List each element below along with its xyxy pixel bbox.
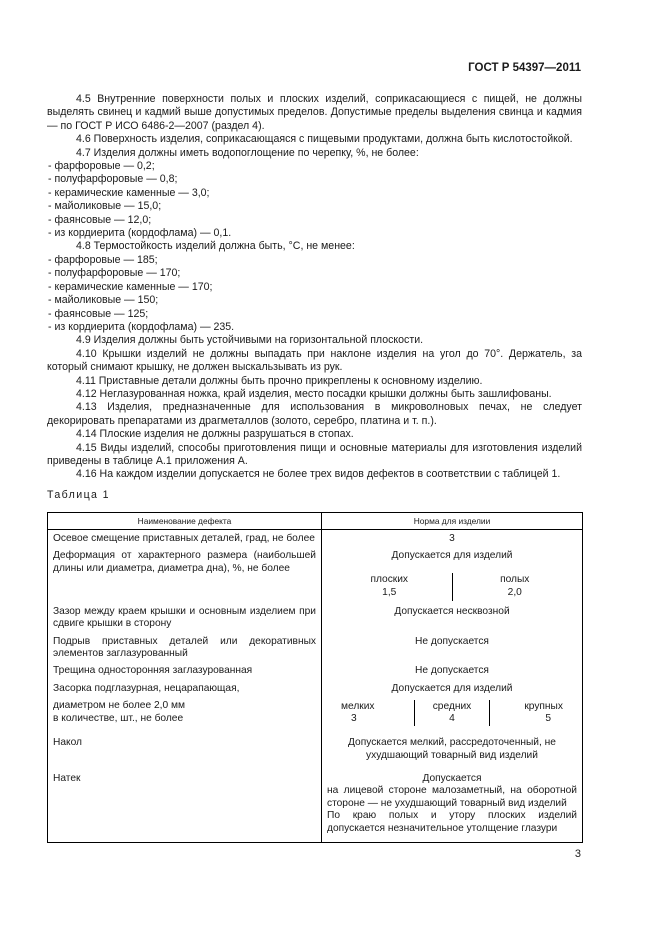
norm-medium: [415, 701, 488, 726]
norm-small-value: 3: [351, 713, 357, 725]
norm-cell: Допускается несквозной: [322, 604, 583, 634]
norm-large: [490, 701, 577, 726]
table-header-row: [48, 513, 583, 530]
paragraph-4-13: 4.13 Изделия, предназначенные для использования в микроволновых печах, не следует декорировать препаратами из драгметаллов (золото, серебро, платина и т. п.).: [47, 401, 582, 427]
table-row: [48, 681, 583, 698]
table-row: [48, 663, 583, 680]
norm-hollow-label: полых: [500, 574, 530, 586]
paragraph-4-7: 4.7 Изделия должны иметь водопоглощение по черепку, %, не более:: [76, 146, 419, 159]
norm-cell: Допускается для изделий: [322, 681, 583, 698]
paragraph-4-15: 4.15 Виды изделий, способы приготовления пищи и основные материалы для изготовления изделий приведены в таблице А.1 приложения А.: [47, 441, 582, 467]
body-text: [47, 93, 582, 482]
table-row: [48, 530, 583, 549]
norm-large-value: 5: [545, 713, 551, 725]
table-row: [48, 634, 583, 664]
norm-split: [327, 573, 577, 601]
norm-cell: Не допускается: [322, 663, 583, 680]
norm-title: Допускается: [422, 773, 482, 785]
document-code: ГОСТ Р 54397—2011: [468, 62, 581, 74]
norm-flat-value: 1,5: [382, 586, 397, 598]
defect-name-cell: Натек: [48, 765, 322, 843]
norm-small: [327, 701, 414, 726]
table-caption: Таблица 1: [47, 489, 110, 501]
norm-text: на лицевой стороне малозаметный, на оборотной стороне — не ухудшающий товарный вид изделий: [327, 785, 577, 809]
paragraph-4-14: 4.14 Плоские изделия не должны разрушаться в стопах.: [76, 428, 354, 441]
norm-cell: [322, 698, 583, 729]
defect-name-cell: Осевое смещение приставных деталей, град, не более: [48, 530, 322, 549]
paragraph-4-8: 4.8 Термостойкость изделий должна быть, °С, не менее:: [76, 240, 355, 253]
table-row: [48, 698, 583, 729]
norm-extra: По краю полых и утору плоских изделий допускается незначительное утолщение глазури: [327, 810, 577, 834]
list-item: - из кордиерита (кордофлама) — 0,1.: [48, 227, 232, 240]
paragraph-4-16: 4.16 На каждом изделии допускается не более трех видов дефектов в соответствии с таблицей 1.: [76, 468, 561, 481]
defect-name-cell: Деформация от характерного размера (наибольшей длины или диаметра, диаметра дна), %, не более: [48, 548, 322, 603]
table-row: [48, 729, 583, 765]
list-item: - майоликовые — 15,0;: [48, 200, 162, 213]
paragraph-4-6: 4.6 Поверхность изделия, соприкасающаяся с пищевыми продуктами, должна быть кислотостойкой.: [76, 133, 573, 146]
list-item: - фаянсовые — 125;: [48, 307, 149, 320]
norm-cell: Допускается мелкий, рассредоточенный, не ухудшающий товарный вид изделий: [322, 729, 583, 765]
table-row: [48, 548, 583, 603]
norm-small-label: мелких: [341, 700, 375, 712]
norm-flat-label: плоских: [370, 574, 409, 586]
list-item: - из кордиерита (кордофлама) — 235.: [48, 320, 235, 333]
norm-title: Допускается для изделий: [391, 550, 513, 562]
norm-cell: 3: [322, 530, 583, 549]
list-item: - керамические каменные — 3,0;: [48, 186, 210, 199]
norm-flat: [327, 574, 452, 599]
norm-cell: Не допускается: [322, 634, 583, 664]
list-item: - майоликовые — 150;: [48, 294, 159, 307]
norm-large-label: крупных: [524, 700, 563, 712]
column-header-defect: Наименование дефекта: [48, 513, 322, 530]
defect-name-cell: Накол: [48, 729, 322, 765]
defects-table: [47, 512, 583, 843]
paragraph-4-11: 4.11 Приставные детали должны быть прочно прикреплены к основному изделию.: [76, 374, 483, 387]
list-item: - фарфоровые — 0,2;: [48, 160, 155, 173]
paragraph-4-12: 4.12 Неглазурованная ножка, край изделия, место посадки крышки должны быть зашлифованы.: [76, 387, 552, 400]
defect-name-cell: Зазор между краем крышки и основным изделием при сдвиге крышки в сторону: [48, 604, 322, 634]
table-row: [48, 765, 583, 843]
page-number: 3: [574, 848, 581, 860]
list-item: - керамические каменные — 170;: [48, 280, 213, 293]
norm-hollow: [453, 574, 578, 599]
norm-hollow-value: 2,0: [507, 586, 522, 598]
list-item: - фарфоровые — 185;: [48, 253, 158, 266]
table-row: [48, 604, 583, 634]
norm-split-sizes: [327, 700, 577, 726]
defect-name-line: диаметром не более 2,0 мм: [53, 700, 185, 712]
list-item: - фаянсовые — 12,0;: [48, 213, 152, 226]
paragraph-4-5: 4.5 Внутренние поверхности полых и плоских изделий, соприкасающиеся с пищей, не должны выделять свинец и кадмий выше допустимых пределов. Допустимые пределы выделения свинца и кадмия — по ГОСТ Р ИСО 6486-2—2007 (раздел 4).: [47, 93, 582, 132]
defect-name-line: в количестве, шт., не более: [53, 712, 184, 724]
defect-name-cell: [48, 698, 322, 729]
defect-name-cell: Подрыв приставных деталей или декоративных элементов заглазурованный: [48, 634, 322, 664]
norm-cell: [322, 765, 583, 843]
list-item: - полуфарфоровые — 170;: [48, 267, 181, 280]
paragraph-4-10: 4.10 Крышки изделий не должны выпадать при наклоне изделия на угол до 70°. Держатель, за который снимают крышку, не должен выскальзывать из рук.: [47, 347, 582, 374]
paragraph-4-9: 4.9 Изделия должны быть устойчивыми на горизонтальной плоскости.: [76, 334, 424, 347]
norm-medium-value: 4: [449, 713, 455, 725]
list-item: - полуфарфоровые — 0,8;: [48, 173, 178, 186]
defect-name-cell: Засорка подглазурная, нецарапающая,: [48, 681, 322, 698]
column-header-norm: Норма для изделии: [322, 513, 583, 530]
norm-medium-label: средних: [432, 700, 472, 712]
norm-cell: [322, 548, 583, 603]
defect-name-cell: Трещина односторонняя заглазурованная: [48, 663, 322, 680]
